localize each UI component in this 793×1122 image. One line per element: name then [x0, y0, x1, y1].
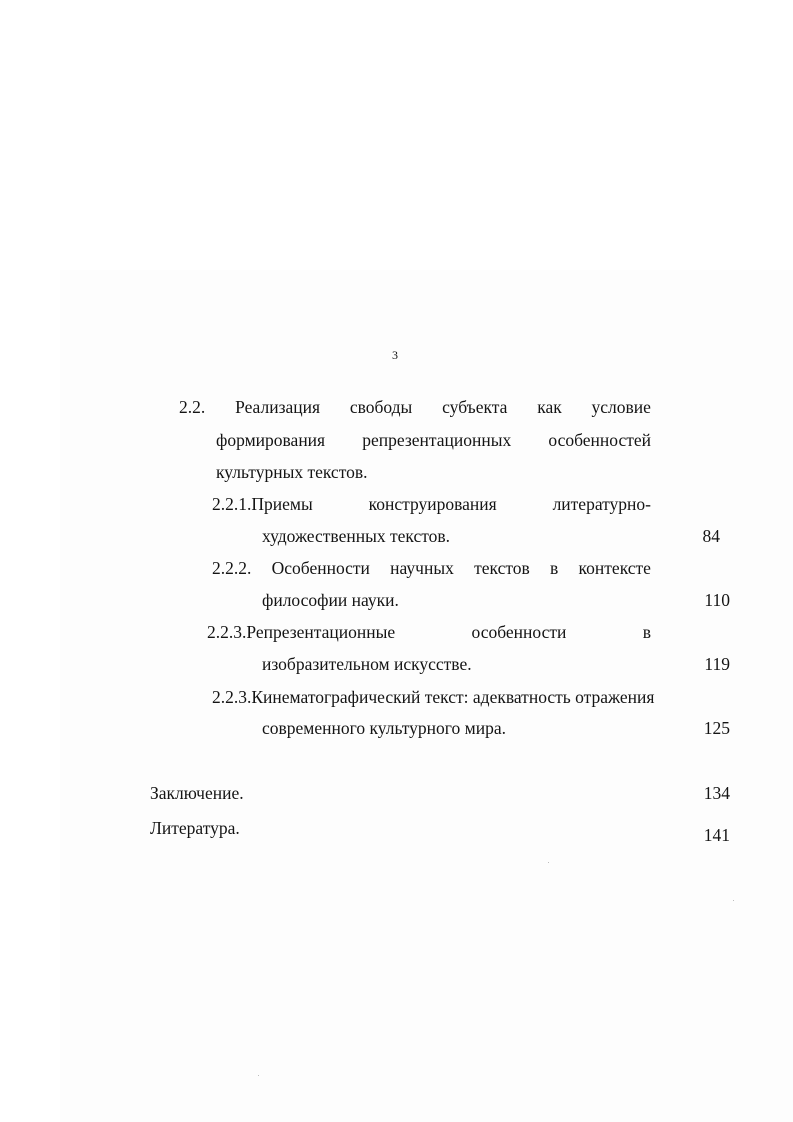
toc-literature-page: 141: [703, 825, 730, 845]
toc-word: 2.2.2.: [212, 558, 252, 578]
toc-word: в: [642, 622, 651, 642]
toc-word: текстов: [474, 558, 530, 578]
toc-literature: Литература.: [150, 818, 240, 838]
toc-word: свободы: [349, 397, 413, 417]
toc-word: 2.2.3.Репрезентационные: [207, 622, 396, 642]
toc-2-2-3b-line2: современного культурного мира.: [262, 718, 507, 738]
toc-2-2-3a-line2: изобразительном искусстве.: [262, 654, 472, 674]
toc-2-2-number: 2.2.: [179, 397, 206, 417]
toc-word: 2.2.1.Приемы: [212, 494, 313, 514]
toc-word: научных: [390, 558, 454, 578]
toc-word: репрезентационных: [362, 430, 512, 450]
toc-word: как: [537, 397, 562, 417]
toc-word: конструирования: [368, 494, 497, 514]
toc-word: Особенности: [271, 558, 370, 578]
toc-2-2-3a-page: 119: [704, 654, 730, 674]
toc-word: особенности: [471, 622, 567, 642]
toc-2-2-line2: [216, 429, 651, 451]
toc-2-2-3b-line1: 2.2.3.Кинематографический текст: адекватность отражения: [212, 687, 655, 707]
toc-2-2-1-line2: художественных текстов.: [262, 526, 451, 546]
toc-word: формирования: [216, 430, 326, 450]
page-number: 3: [392, 348, 398, 362]
scan-speck: [548, 862, 549, 863]
toc-2-2-2-page: 110: [704, 590, 730, 610]
toc-2-2-2-line1: [212, 557, 651, 579]
toc-2-2-line1: [179, 396, 651, 418]
toc-2-2-1-line1: [212, 493, 651, 515]
toc-2-2-1-page: 84: [702, 526, 720, 546]
toc-word: условие: [591, 397, 651, 417]
toc-word: особенностей: [548, 430, 651, 450]
toc-word: субъекта: [442, 397, 508, 417]
scan-speck: [733, 900, 734, 901]
toc-2-2-2-line2: философии науки.: [262, 590, 399, 610]
toc-conclusion: Заключение.: [150, 783, 244, 803]
toc-word: контексте: [578, 558, 651, 578]
toc-2-2-3b-page: 125: [703, 718, 730, 738]
scan-speck: [258, 1075, 259, 1076]
toc-word: в: [550, 558, 559, 578]
toc-2-2-line3: культурных текстов.: [216, 462, 368, 482]
toc-word: литературно-: [552, 494, 651, 514]
toc-conclusion-page: 134: [703, 783, 730, 803]
toc-word: Реализация: [235, 397, 321, 417]
toc-2-2-3a-line1: [207, 621, 651, 643]
